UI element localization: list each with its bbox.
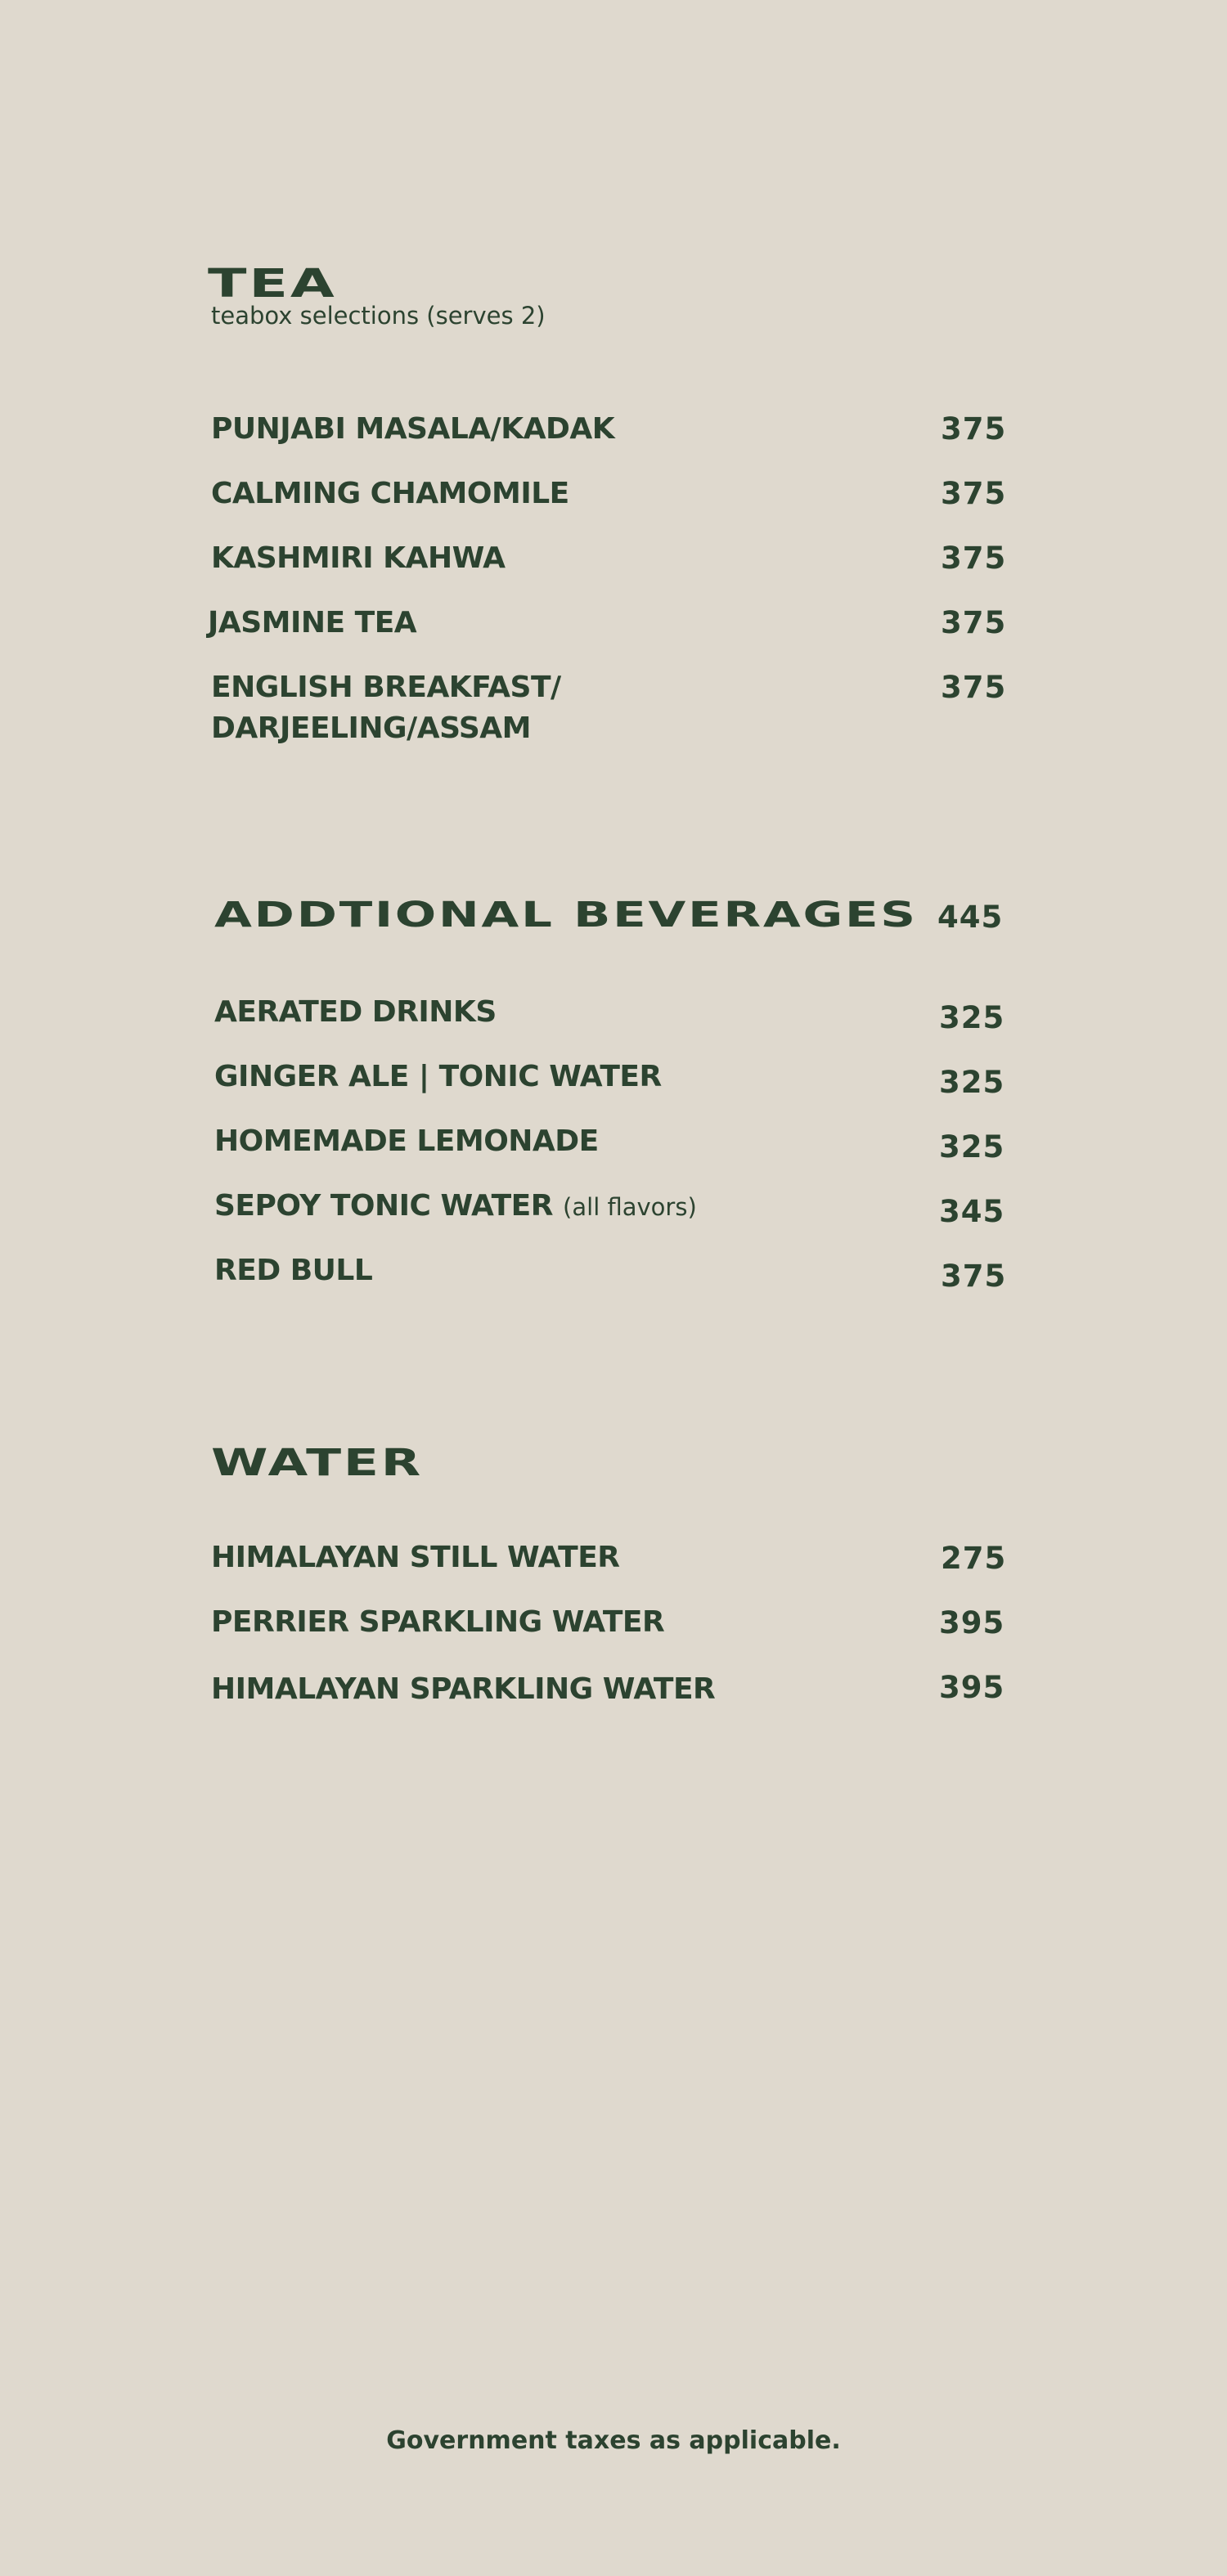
menu-item-price: 325 <box>939 1065 1005 1100</box>
menu-item-name: AERATED DRINKS <box>214 995 497 1029</box>
menu-item-name: PERRIER SPARKLING WATER <box>211 1605 665 1639</box>
menu-item-price: 395 <box>939 1670 1005 1705</box>
menu-item-price: 375 <box>941 605 1007 640</box>
menu-item-name: RED BULL <box>214 1254 373 1287</box>
menu-item-name: JASMINE TEA <box>208 606 417 640</box>
menu-item-price: 395 <box>939 1605 1005 1640</box>
menu-item-price: 375 <box>941 541 1007 576</box>
tea-subtitle: teabox selections (serves 2) <box>211 302 546 330</box>
menu-item-price: 375 <box>941 411 1007 447</box>
menu-item-note: (all flavors) <box>563 1193 697 1221</box>
menu-item-name-line1: ENGLISH BREAKFAST/ <box>211 671 561 704</box>
menu-item-price: 375 <box>941 670 1007 705</box>
menu-item-name <box>214 1186 697 1227</box>
menu-item-name-line2: DARJEELING/ASSAM <box>211 711 531 745</box>
menu-item-name: HOMEMADE LEMONADE <box>214 1124 599 1158</box>
menu-item-name: PUNJABI MASALA/KADAK <box>211 412 615 446</box>
tax-note: Government taxes as applicable. <box>386 2426 841 2455</box>
menu-item-price: 325 <box>939 1129 1005 1165</box>
menu-item-price: 345 <box>939 1194 1005 1229</box>
menu-item-name: KASHMIRI KAHWA <box>211 541 506 575</box>
menu-item-name: HIMALAYAN SPARKLING WATER <box>211 1672 716 1706</box>
menu-item-name: HIMALAYAN STILL WATER <box>211 1541 620 1574</box>
beverages-heading-price: 445 <box>937 900 1004 935</box>
menu-item-price: 325 <box>939 1000 1005 1035</box>
water-heading: WATER <box>211 1441 424 1484</box>
menu-item-name-text: SEPOY TONIC WATER <box>214 1189 553 1223</box>
beverages-heading: ADDTIONAL BEVERAGES <box>214 895 918 936</box>
menu-item-name: GINGER ALE | TONIC WATER <box>214 1060 662 1093</box>
menu-item-price: 375 <box>941 1259 1007 1294</box>
menu-item-price: 275 <box>941 1541 1007 1576</box>
menu-item-price: 375 <box>941 476 1007 511</box>
menu-item-name: CALMING CHAMOMILE <box>211 477 569 510</box>
tea-heading: TEA <box>208 261 337 307</box>
